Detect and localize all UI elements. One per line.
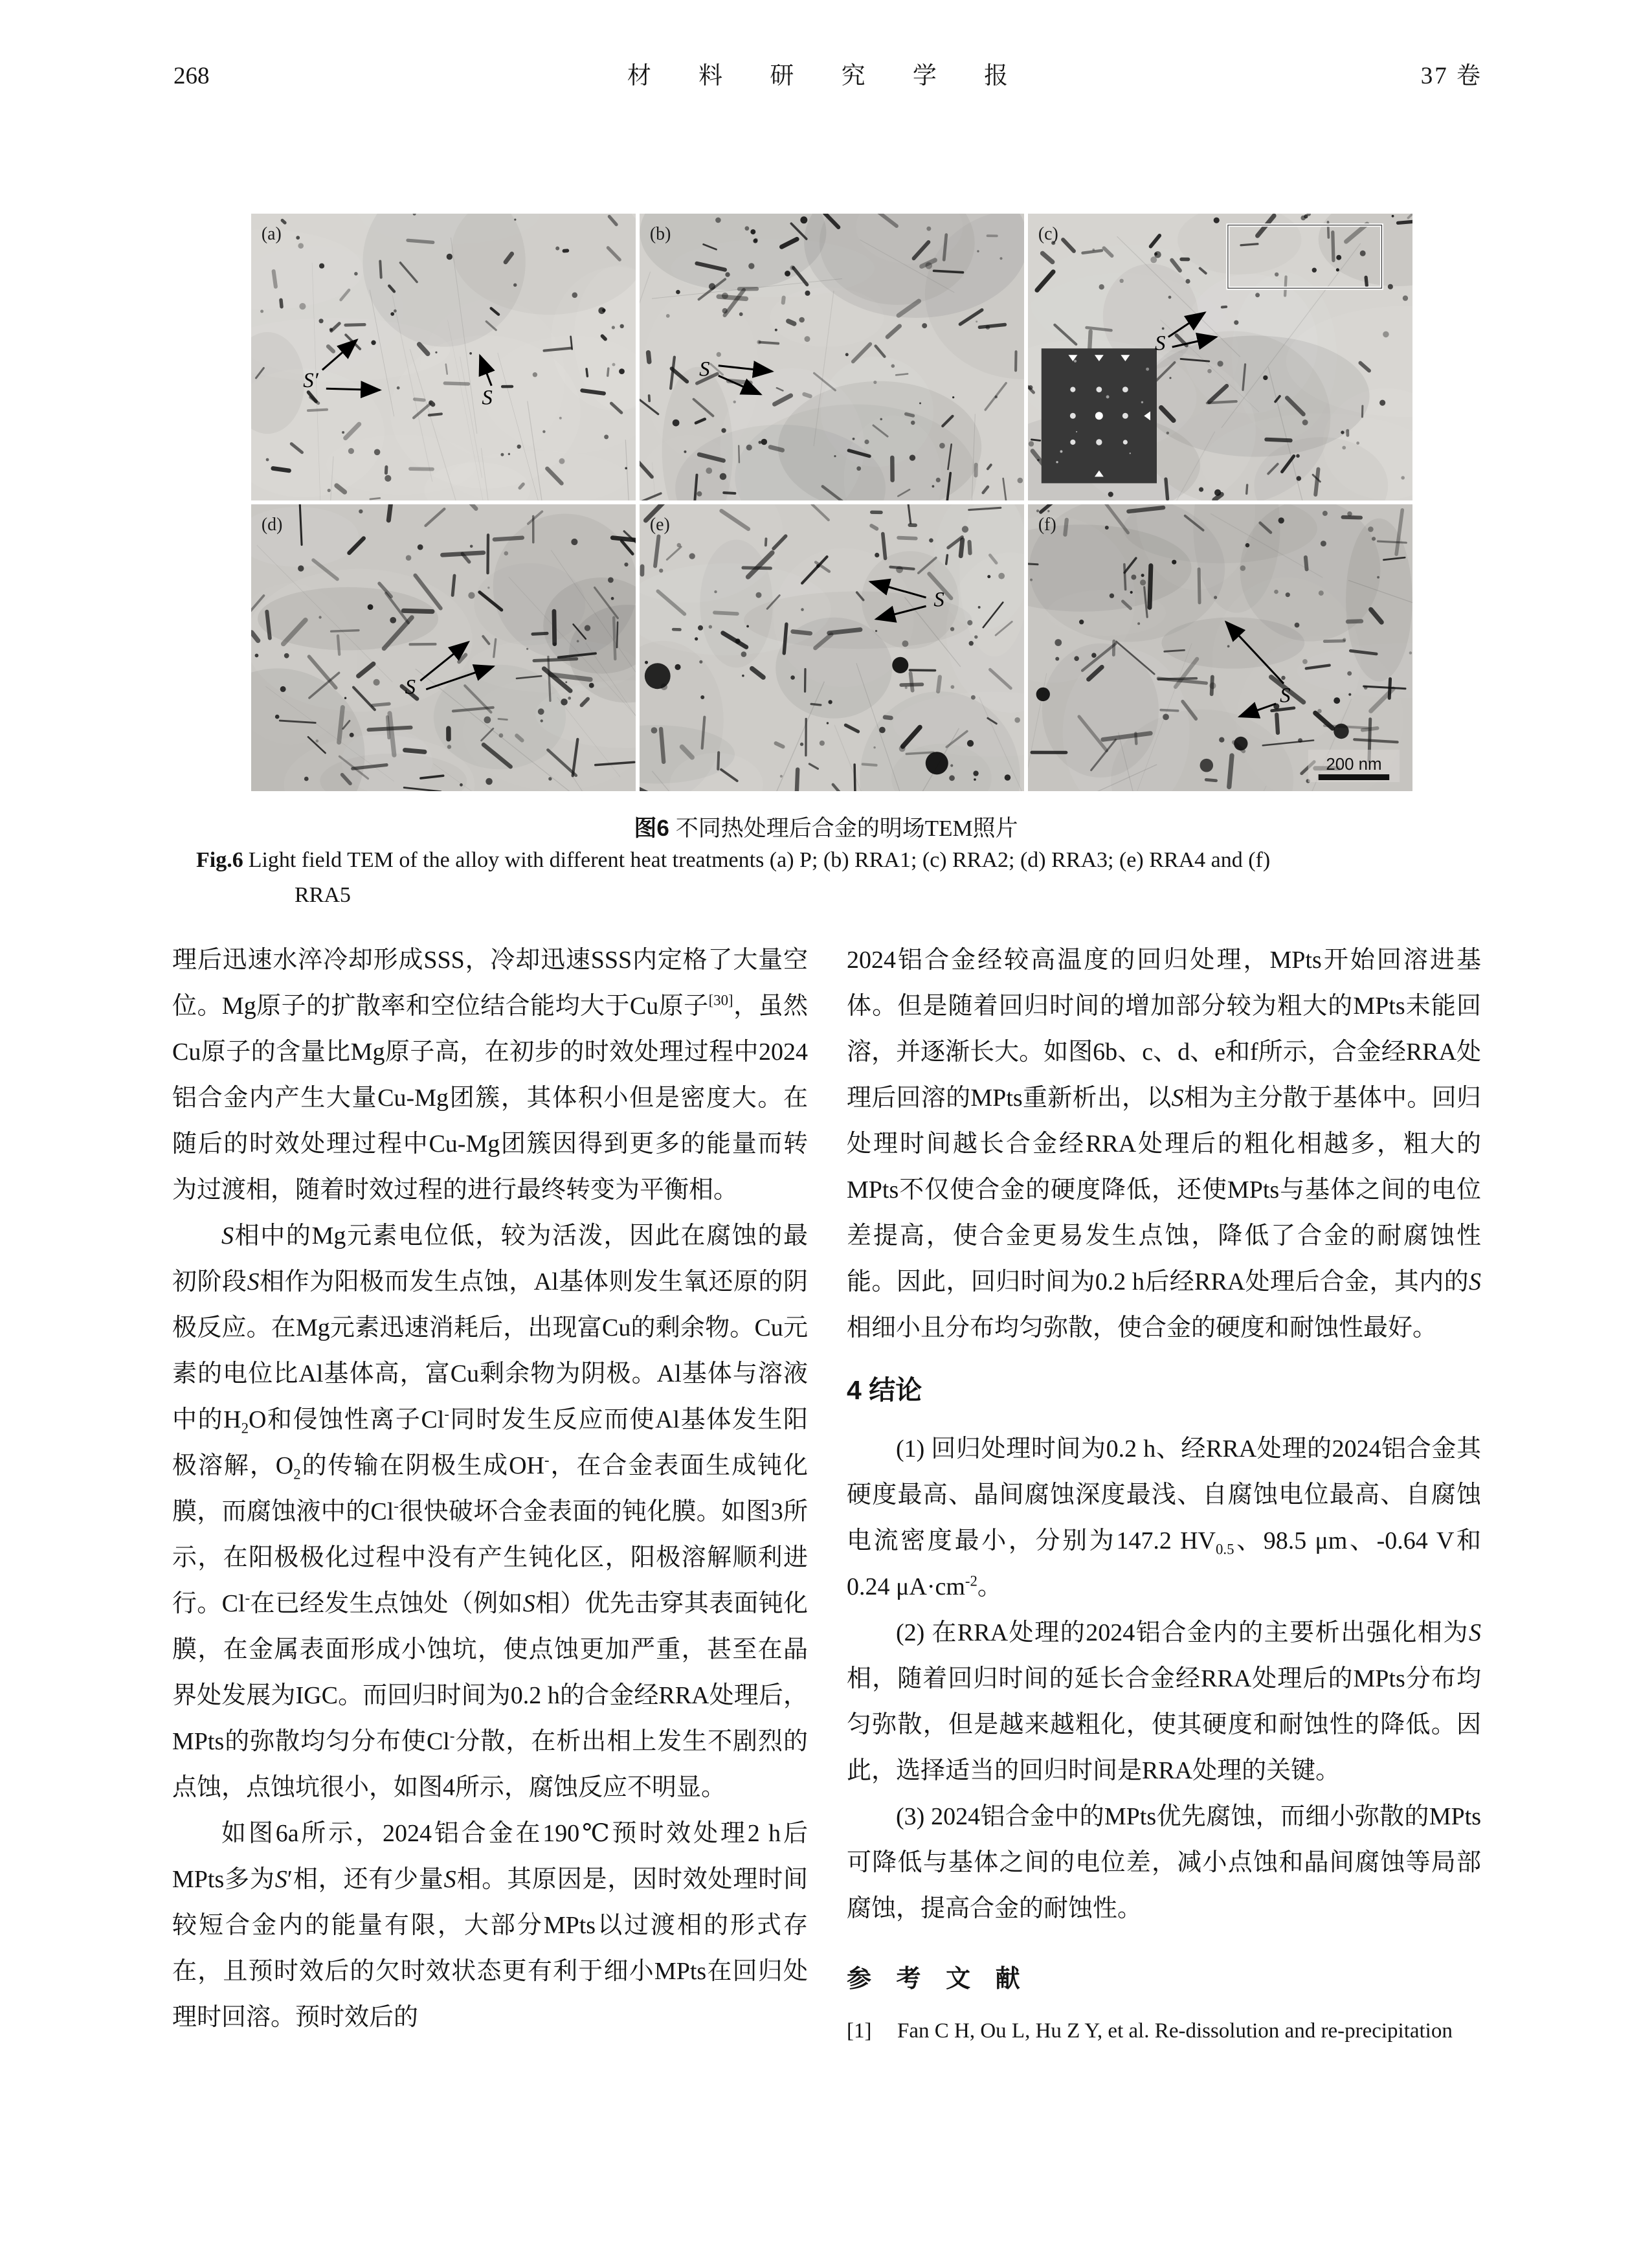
body-left-column [172, 937, 808, 2041]
volume-label: 37 卷 [1420, 63, 1482, 89]
reference-item [847, 2015, 1481, 2047]
body-right-column [847, 937, 1481, 2047]
conclusion-item: (3) 2024铝合金中的MPts优先腐蚀，而细小弥散的MPts可降低与基体之间的电位差，减小点蚀和晶间腐蚀等局部腐蚀，提高合金的耐蚀性。 [847, 1803, 1481, 1922]
svg-text:S: S [1280, 684, 1291, 708]
paragraph: 2024铝合金经较高温度的回归处理，MPts开始回溶进基体。但是随着回归时间的增加部分较为粗大的MPts未能回溶，并逐渐长大。如图6b、c、d、e和f所示，合金经RRA处理后回溶的MPts重新析出，以S相为主分散于基体中。回归处理时间越长合金经RRA处理后的粗化相越多，粗大的MPts不仅使合金的硬度降低，还使MPts与基体之间的电位差提高，使合金更易发生点蚀，降低了合金的耐腐蚀性能。因此，回归时间为0.2 h后经RRA处理后合金，其内的S相细小且分布均匀弥散，使合金的硬度和耐蚀性最好。 [847, 947, 1481, 1341]
tem-panel-b [640, 214, 1024, 500]
figure-caption-zh-text: 不同热处理后合金的明场TEM照片 [675, 816, 1018, 841]
tem-panel-a [251, 214, 636, 500]
svg-text:(d): (d) [261, 514, 283, 535]
reference-text: Fan C H, Ou L, Hu Z Y, et al. Re-dissolution and re-precipitation [897, 2019, 1453, 2043]
tem-panel-f [1028, 504, 1412, 791]
panels-grid [251, 214, 1412, 791]
tem-panel-d [251, 504, 636, 791]
paragraph: S相中的Mg元素电位低，较为活泼，因此在腐蚀的最初阶段S相作为阳极而发生点蚀，Al基体则发生氧还原的阴极反应。在Mg元素迅速消耗后，出现富Cu的剩余物。Cu元素的电位比Al基体高，富Cu剩余物为阴极。Al基体与溶液中的$H_2O$和侵蚀性离子Cl-同时发生反应而使Al基体发生阳极溶解，$O_2$的传输在阴极生成OH-，在合金表面生成钝化膜，而腐蚀液中的Cl-很快破坏合金表面的钝化膜。如图3所示，在阳极极化过程中没有产生钝化区，阳极溶解顺利进行。Cl-在已经发生点蚀处（例如S相）优先击穿其表面钝化膜，在金属表面形成小蚀坑，使点蚀更加严重，甚至在晶界处发展为IGC。而回归时间为0.2 h的合金经RRA处理后，MPts的弥散均匀分布使Cl-分散，在析出相上发生不剧烈的点蚀，点蚀坑很小，如图4所示，腐蚀反应不明显。 [172, 1222, 808, 1801]
figure-caption-zh [0, 811, 1652, 843]
references-heading: 参 考 文 献 [847, 1966, 1029, 1993]
tem-figure [251, 214, 1412, 791]
page-header [173, 56, 1482, 91]
svg-text:(a): (a) [261, 223, 282, 245]
svg-text:S: S [1155, 331, 1166, 355]
paragraph: 理后迅速水淬冷却形成SSS，冷却迅速SSS内定格了大量空位。Mg原子的扩散率和空位结合能均大于Cu原子[30]，虽然Cu原子的含量比Mg原子高，在初步的时效处理过程中2024铝合金内产生大量Cu-Mg团簇，其体积小但是密度大。在随后的时效处理过程中Cu-Mg团簇因得到更多的能量而转为过渡相，随着时效过程的进行最终转变为平衡相。 [172, 947, 808, 1204]
svg-text:200 nm: 200 nm [1326, 755, 1382, 774]
reference-number: [1] [847, 2019, 872, 2043]
figure-caption-en [196, 848, 1491, 873]
figure-caption-zh-label: 图6 [634, 816, 669, 841]
svg-text:S: S [482, 386, 493, 410]
svg-text:(b): (b) [649, 223, 671, 245]
journal-title: 材 料 研 究 学 报 [627, 63, 1029, 89]
svg-text:S′: S′ [303, 368, 318, 393]
svg-text:S: S [405, 675, 416, 699]
paragraph: 如图6a所示，2024铝合金在190℃预时效处理2 h后MPts多为S′相，还有少量S相。其原因是，因时效处理时间较短合金内的能量有限，大部分MPts以过渡相的形式存在，且预时效后的欠时效状态更有利于细小MPts在回归处理时回溶。预时效后的 [172, 1820, 808, 2031]
conclusion-item: (2) 在RRA处理的2024铝合金内的主要析出强化相为S相，随着回归时间的延长合金经RRA处理后的MPts分布均匀弥散，但是越来越粗化，使其硬度和耐蚀性的降低。因此，选择适当的回归时间是RRA处理的关键。 [847, 1619, 1481, 1784]
tem-panel-c [1028, 214, 1412, 500]
svg-text:S: S [699, 357, 710, 381]
conclusions-heading: 4 结论 [847, 1375, 922, 1405]
figure-caption-en-label: Fig.6 [196, 848, 243, 872]
conclusion-item: (1) 回归处理时间为0.2 h、经RRA处理的2024铝合金其硬度最高、晶间腐蚀深度最浅、自腐蚀电位最高、自腐蚀电流密度最小，分别为147.2 $HV_{0.5}$、98.5 μm、-0.64 V和0.24 $\mu A\cdot cm^{-2}$。 [847, 1435, 1481, 1600]
svg-text:(e): (e) [649, 514, 670, 535]
svg-text:(c): (c) [1038, 223, 1058, 245]
figure-caption-en-text: Light field TEM of the alloy with different heat treatments (a) P; (b) RRA1; (c) RRA2; (d) RRA3; (e) RRA4 and (f) [248, 848, 1271, 872]
svg-text:S: S [933, 588, 944, 612]
page-number: 268 [173, 63, 210, 89]
tem-panel-e [640, 504, 1024, 791]
svg-text:(f): (f) [1038, 514, 1056, 535]
figure-caption-en-continuation: RRA5 [295, 883, 351, 907]
